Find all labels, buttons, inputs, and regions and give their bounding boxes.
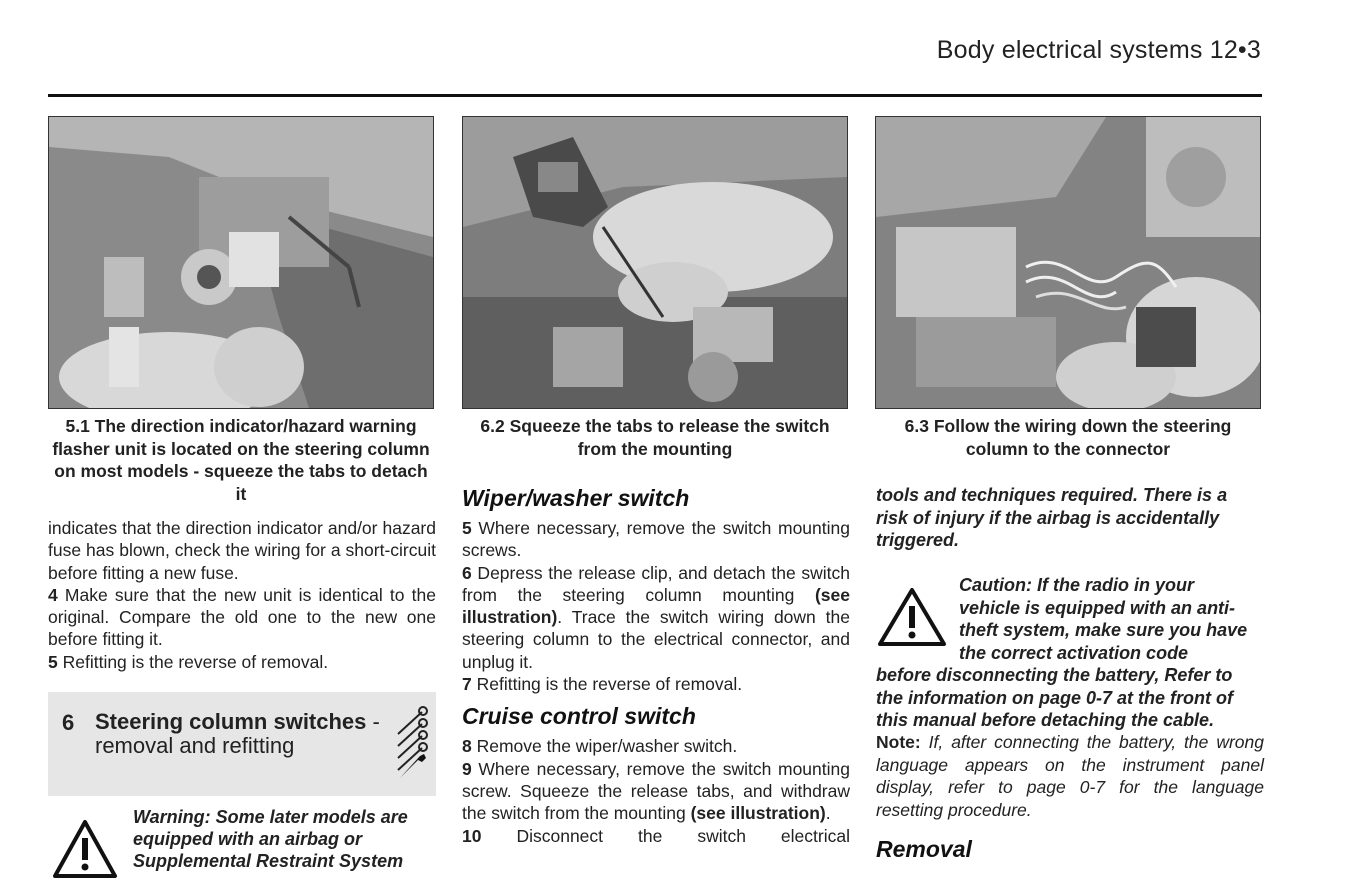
heading-cruise-control-switch: Cruise control switch <box>462 703 696 730</box>
heading-removal: Removal <box>876 836 972 862</box>
column-2-text <box>462 483 850 847</box>
figure-6-3-caption: 6.3 Follow the wiring down the steering column to the connector <box>904 416 1232 459</box>
section-number: 6 <box>62 710 75 735</box>
paragraph-9: 9 Where necessary, remove the switch mounting screw. Squeeze the release tabs, and withdraw the switch from the mounting (see illustration). <box>462 758 850 824</box>
paragraph-continued: indicates that the direction indicator and/or hazard fuse has blown, check the wiring for a short-circuit before fitting a new fuse. <box>48 518 436 583</box>
paragraph-8: 8 Remove the wiper/washer switch. <box>462 736 738 757</box>
figure-6-2-caption: 6.2 Squeeze the tabs to release the switch from the mounting <box>480 416 830 459</box>
figure-6-2-photo <box>462 116 848 409</box>
section-6-heading-box <box>48 692 436 796</box>
column-1-text <box>48 517 436 673</box>
paragraph-6: 6 Depress the release clip, and detach the switch from the steering column mounting (see illustration). Trace the switch wiring down the steering column to the electrical connector, and unplug it. <box>462 562 850 672</box>
difficulty-spanners-icon <box>392 704 428 784</box>
header-rule <box>48 94 1262 97</box>
warning-continued: tools and techniques required. There is a risk of injury if the airbag is accidentally triggered. <box>876 485 1228 550</box>
caution-triangle-icon <box>876 586 948 648</box>
warning-triangle-icon <box>52 818 118 878</box>
paragraph-7: 7 Refitting is the reverse of removal. <box>462 674 743 695</box>
paragraph-5: 5 Refitting is the reverse of removal. <box>48 651 329 672</box>
page-header-title: Body electrical systems 12•3 <box>936 36 1261 64</box>
note-paragraph: Note: If, after connecting the battery, the wrong language appears on the instrument panel display, refer to page 0-7 for the language resetting procedure. <box>876 732 1264 820</box>
paragraph-5: 5 Where necessary, remove the switch mounting screws. <box>462 518 850 561</box>
paragraph-4: 4 Make sure that the new unit is identical to the original. Compare the old one to the new one before fitting it. <box>48 584 436 650</box>
paragraph-10: 10 Disconnect the switch electrical <box>462 825 850 846</box>
airbag-warning: Warning: Some later models are equipped with an airbag or Supplemental Restraint System <box>133 807 408 871</box>
figure-5-1-photo <box>48 116 434 409</box>
heading-wiper-washer-switch: Wiper/washer switch <box>462 485 690 511</box>
caution-continued: before disconnecting the battery, Refer to the information on page 0-7 at the front of this manual before detaching the cable. <box>876 665 1233 730</box>
caution-lines: Caution: If the radio in your vehicle is equipped with an anti- theft system, make sure you have the correct activation code <box>959 575 1248 663</box>
section-title: Steering column switches - removal and refitting <box>95 709 380 758</box>
figure-6-3-photo <box>875 116 1261 409</box>
figure-5-1-caption: 5.1 The direction indicator/hazard warning flasher unit is located on the steering column on most models - squeeze the tabs to detach it <box>52 416 430 504</box>
